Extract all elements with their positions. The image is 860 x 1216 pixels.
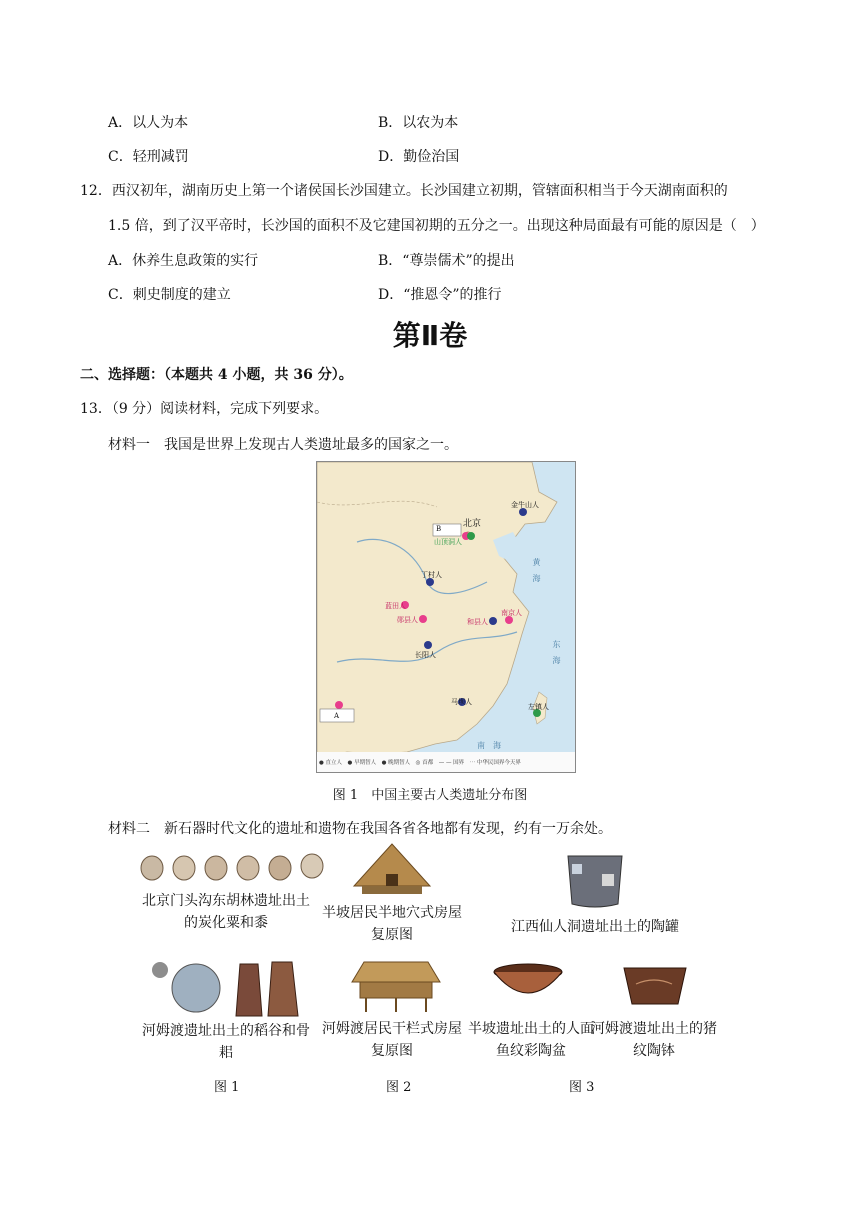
figure-label-3: 图 3	[569, 1080, 595, 1095]
material-1: 材料一 我国是世界上发现古人类遗址最多的国家之一。	[108, 437, 458, 453]
label-huanghai: 黄 海	[532, 558, 541, 582]
photo-caption-3: 江西仙人洞遗址出土的陶罐	[511, 919, 679, 935]
shandingdong-dot	[467, 532, 475, 540]
q12-option-a: A．休养生息政策的实行	[108, 253, 259, 269]
q13-stem: 13．（9 分）阅读材料，完成下列要求。	[80, 401, 329, 417]
a-site-dot	[335, 701, 343, 709]
xianrendong-pot-image	[562, 850, 628, 912]
q12-option-d: D．“推恩令”的推行	[378, 287, 502, 303]
millet-grains-image	[140, 852, 326, 886]
q12-stem-line2: 1.5 倍，到了汉平帝时，长沙国的面积不及它建国初期的五分之一。出现这种局面最有可能的原因是（ ）	[108, 218, 765, 234]
hemudu-bowl-image	[622, 964, 688, 1008]
label-a: A	[334, 712, 340, 720]
material-2: 材料二 新石器时代文化的遗址和遗物在我国各省各地都有发现，约有一万余处。	[108, 821, 612, 837]
photo-caption-5: 河姆渡居民干栏式房屋复原图	[322, 1021, 462, 1059]
banpo-basin-image	[492, 962, 564, 1006]
label-b: B	[436, 525, 442, 533]
label-changyang: 长阳人	[415, 651, 436, 659]
q11-option-b: B．以农为本	[378, 115, 459, 131]
label-lantian: 蓝田人	[385, 602, 406, 610]
label-beijing: 北京	[463, 519, 482, 529]
q11-option-c: C．轻刑减罚	[108, 149, 189, 165]
q12-option-c: C．刺史制度的建立	[108, 287, 231, 303]
label-jinniushan: 金牛山人	[511, 501, 539, 509]
map-caption: 图 1 中国主要古人类遗址分布图	[332, 788, 528, 803]
label-donghai: 东 海	[552, 640, 561, 664]
yunxian-dot	[419, 615, 427, 623]
banpo-house-image	[350, 842, 434, 900]
photo-caption-6: 半坡遗址出土的人面鱼纹彩陶盆	[468, 1021, 594, 1059]
q11-option-a: A．以人为本	[108, 115, 189, 131]
q12-stem-line1: 12．西汉初年，湖南历史上第一个诸侯国长沙国建立。长沙国建立初期，管辖面积相当于今天湖南面积的	[80, 183, 728, 199]
label-nanjing: 南京人	[501, 609, 522, 617]
photo-caption-4: 河姆渡遗址出土的稻谷和骨耜	[142, 1023, 310, 1061]
label-yunxian: 郧县人	[397, 616, 418, 624]
photo-caption-7: 河姆渡遗址出土的猪纹陶钵	[591, 1021, 717, 1059]
label-hexian: 和县人	[467, 618, 488, 626]
figure-label-2: 图 2	[386, 1080, 412, 1095]
label-nanhai: 南 海	[477, 741, 501, 750]
section-title: 第Ⅱ卷	[392, 319, 468, 352]
rice-and-bone-tools-image	[148, 958, 316, 1018]
hemudu-house-image	[350, 958, 442, 1014]
label-shandingdong: 山顶洞人	[434, 538, 462, 546]
label-zuozhen: 左镇人	[528, 703, 549, 711]
q11-option-d: D．勤俭治国	[378, 149, 460, 165]
changyang-dot	[424, 641, 432, 649]
q12-option-b: B．“尊崇儒术”的提出	[378, 253, 515, 269]
label-dingcun: 丁村人	[421, 571, 442, 579]
section-heading: 二、选择题：（本题共 4 小题，共 36 分）。	[80, 367, 353, 383]
figure-label-1: 图 1	[214, 1080, 240, 1095]
ancient-sites-map	[316, 461, 576, 773]
hexian-dot	[489, 617, 497, 625]
map-legend: ● 直立人 ● 早期智人 ● 晚期智人 ◎ 首都 — — 国界 ⋯ 中华民国界今天界	[319, 760, 521, 766]
photo-caption-1: 北京门头沟东胡林遗址出土的炭化粟和黍	[142, 893, 310, 931]
label-maba: 马坝人	[451, 698, 472, 706]
photo-caption-2: 半坡居民半地穴式房屋复原图	[322, 905, 462, 943]
